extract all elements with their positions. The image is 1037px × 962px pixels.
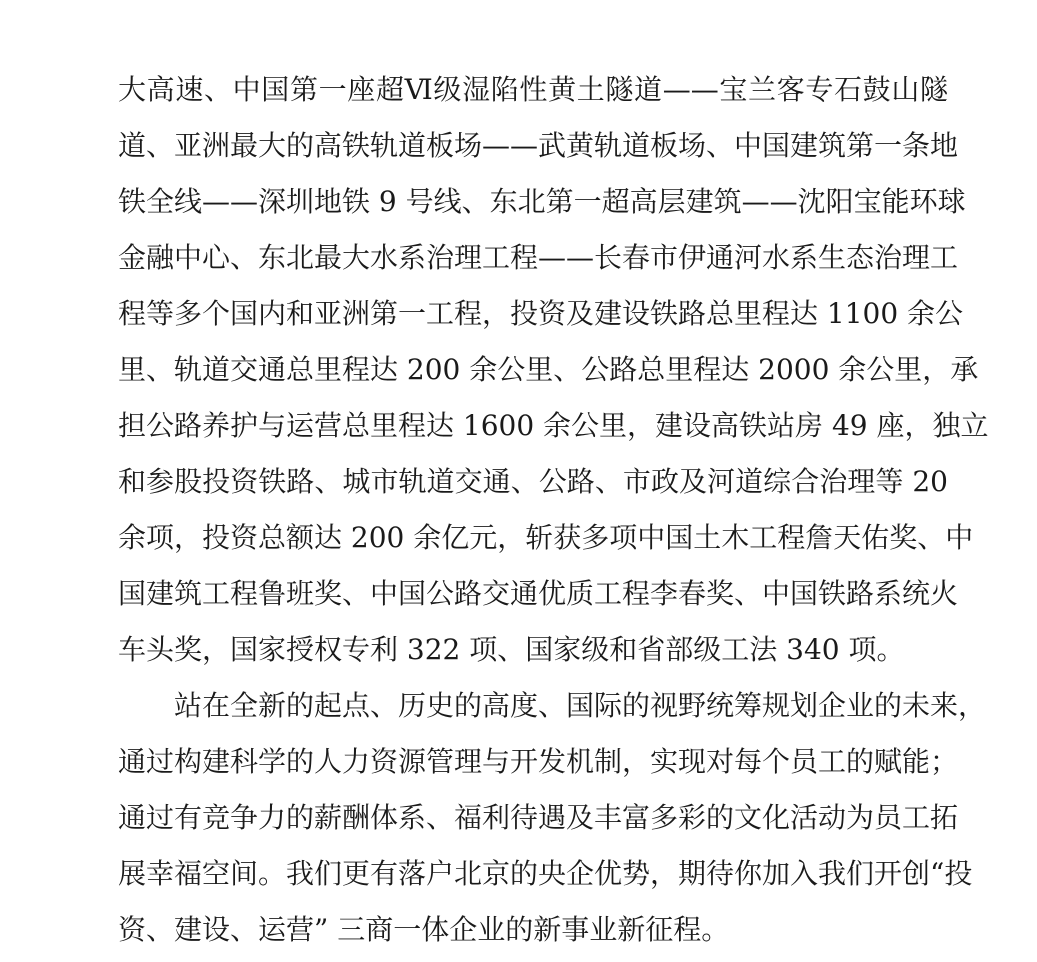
text-line: 通过构建科学的人力资源管理与开发机制，实现对每个员工的赋能； [118,745,959,778]
body-text [118,66,989,962]
text-line: 通过有竞争力的薪酬体系、福利待遇及丰富多彩的文化活动为员工拓 [118,801,959,834]
text-line: 金融中心、东北最大水系治理工程——长春市伊通河水系生态治理工 [118,241,959,274]
text-line: 和参股投资铁路、城市轨道交通、公路、市政及河道综合治理等 20 [118,465,948,498]
text-line: 车头奖，国家授权专利 322 项、国家级和省部级工法 340 项。 [118,633,905,666]
text-line: 余项，投资总额达 200 余亿元，斩获多项中国土木工程詹天佑奖、中 [118,521,974,554]
text-line: 展幸福空间。我们更有落户北京的央企优势，期待你加入我们开创“投 [118,857,973,890]
text-line: 国建筑工程鲁班奖、中国公路交通优质工程李春奖、中国铁路系统火 [118,577,959,610]
text-line: 程等多个国内和亚洲第一工程，投资及建设铁路总里程达 1100 余公 [118,297,964,330]
text-line: 资、建设、运营” 三商一体企业的新事业新征程。 [118,913,730,946]
text-line: 站在全新的起点、历史的高度、国际的视野统筹规划企业的未来， [174,689,987,722]
paragraph-achievements [118,66,989,682]
text-line: 担公路养护与运营总里程达 1600 余公里，建设高铁站房 49 座，独立 [118,409,989,442]
text-line: 铁全线——深圳地铁 9 号线、东北第一超高层建筑——沈阳宝能环球 [118,185,966,218]
text-line: 里、轨道交通总里程达 200 余公里、公路总里程达 2000 余公里，承 [118,353,979,386]
text-line: 道、亚洲最大的高铁轨道板场——武黄轨道板场、中国建筑第一条地 [118,129,959,162]
text-line: 大高速、中国第一座超Ⅵ级湿陷性黄土隧道——宝兰客专石鼓山隧 [118,73,948,106]
paragraph-outlook [118,682,987,962]
